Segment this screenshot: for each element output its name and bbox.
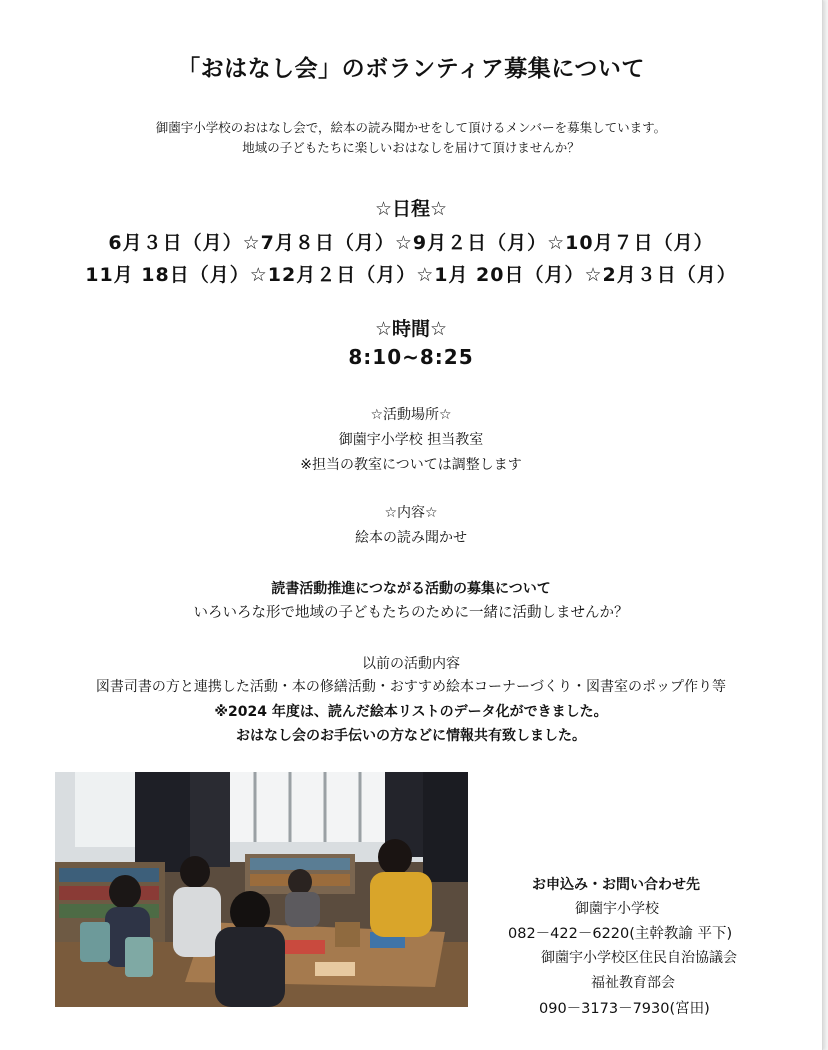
contact-school-phone: 082－422－6220(主幹教諭 平下): [508, 926, 733, 942]
schedule-dates-line-2: 11月 18日（月）☆12月２日（月）☆1月 20日（月）☆2月３日（月）: [85, 264, 737, 286]
intro-line-1: 御薗宇小学校のおはなし会で，絵本の読み聞かせをして頂けるメンバーを募集しています。: [155, 120, 667, 135]
contact-heading: お申込み・お問い合わせ先: [532, 877, 700, 893]
contact-school: 御薗宇小学校: [575, 901, 659, 917]
previous-activities-heading: 以前の活動内容: [362, 656, 460, 672]
content-value: 絵本の読み聞かせ: [355, 530, 467, 546]
previous-activities-note-1: ※2024 年度は、読んだ絵本リストのデータ化ができました。: [214, 704, 608, 720]
content-heading: ☆内容☆: [384, 505, 438, 521]
flyer-title: 「おはなし会」のボランティア募集について: [177, 56, 645, 82]
previous-activities-body: 図書司書の方と連携した活動・本の修繕活動・おすすめ絵本コーナーづくり・図書室のポップ作り等: [95, 679, 727, 695]
previous-activities-note-2: おはなし会のお手伝いの方などに情報共有致しました。: [236, 728, 586, 744]
schedule-dates-line-1: 6月３日（月）☆7月８日（月）☆9月２日（月）☆10月７日（月）: [108, 232, 714, 254]
library-activity-photo: [55, 772, 468, 1007]
reading-activity-body: いろいろな形で地域の子どもたちのために一緒に活動しませんか？: [193, 605, 629, 621]
place-value: 御薗宇小学校 担当教室: [338, 432, 484, 448]
contact-department: 福祉教育部会: [591, 975, 675, 991]
schedule-heading: ☆日程☆: [374, 198, 448, 220]
time-heading: ☆時間☆: [374, 318, 448, 340]
place-heading: ☆活動場所☆: [370, 407, 452, 423]
contact-council-phone: 090－3173－7930(宮田): [539, 1001, 710, 1017]
place-note: ※担当の教室については調整します: [300, 457, 522, 473]
reading-activity-heading: 読書活動推進につながる活動の募集について: [271, 581, 551, 597]
intro-line-2: 地域の子どもたちに楽しいおはなしを届けて頂けませんか？: [242, 140, 580, 155]
time-value: 8:10~8:25: [348, 345, 474, 369]
contact-council: 御薗宇小学校区住民自治協議会: [541, 950, 737, 966]
